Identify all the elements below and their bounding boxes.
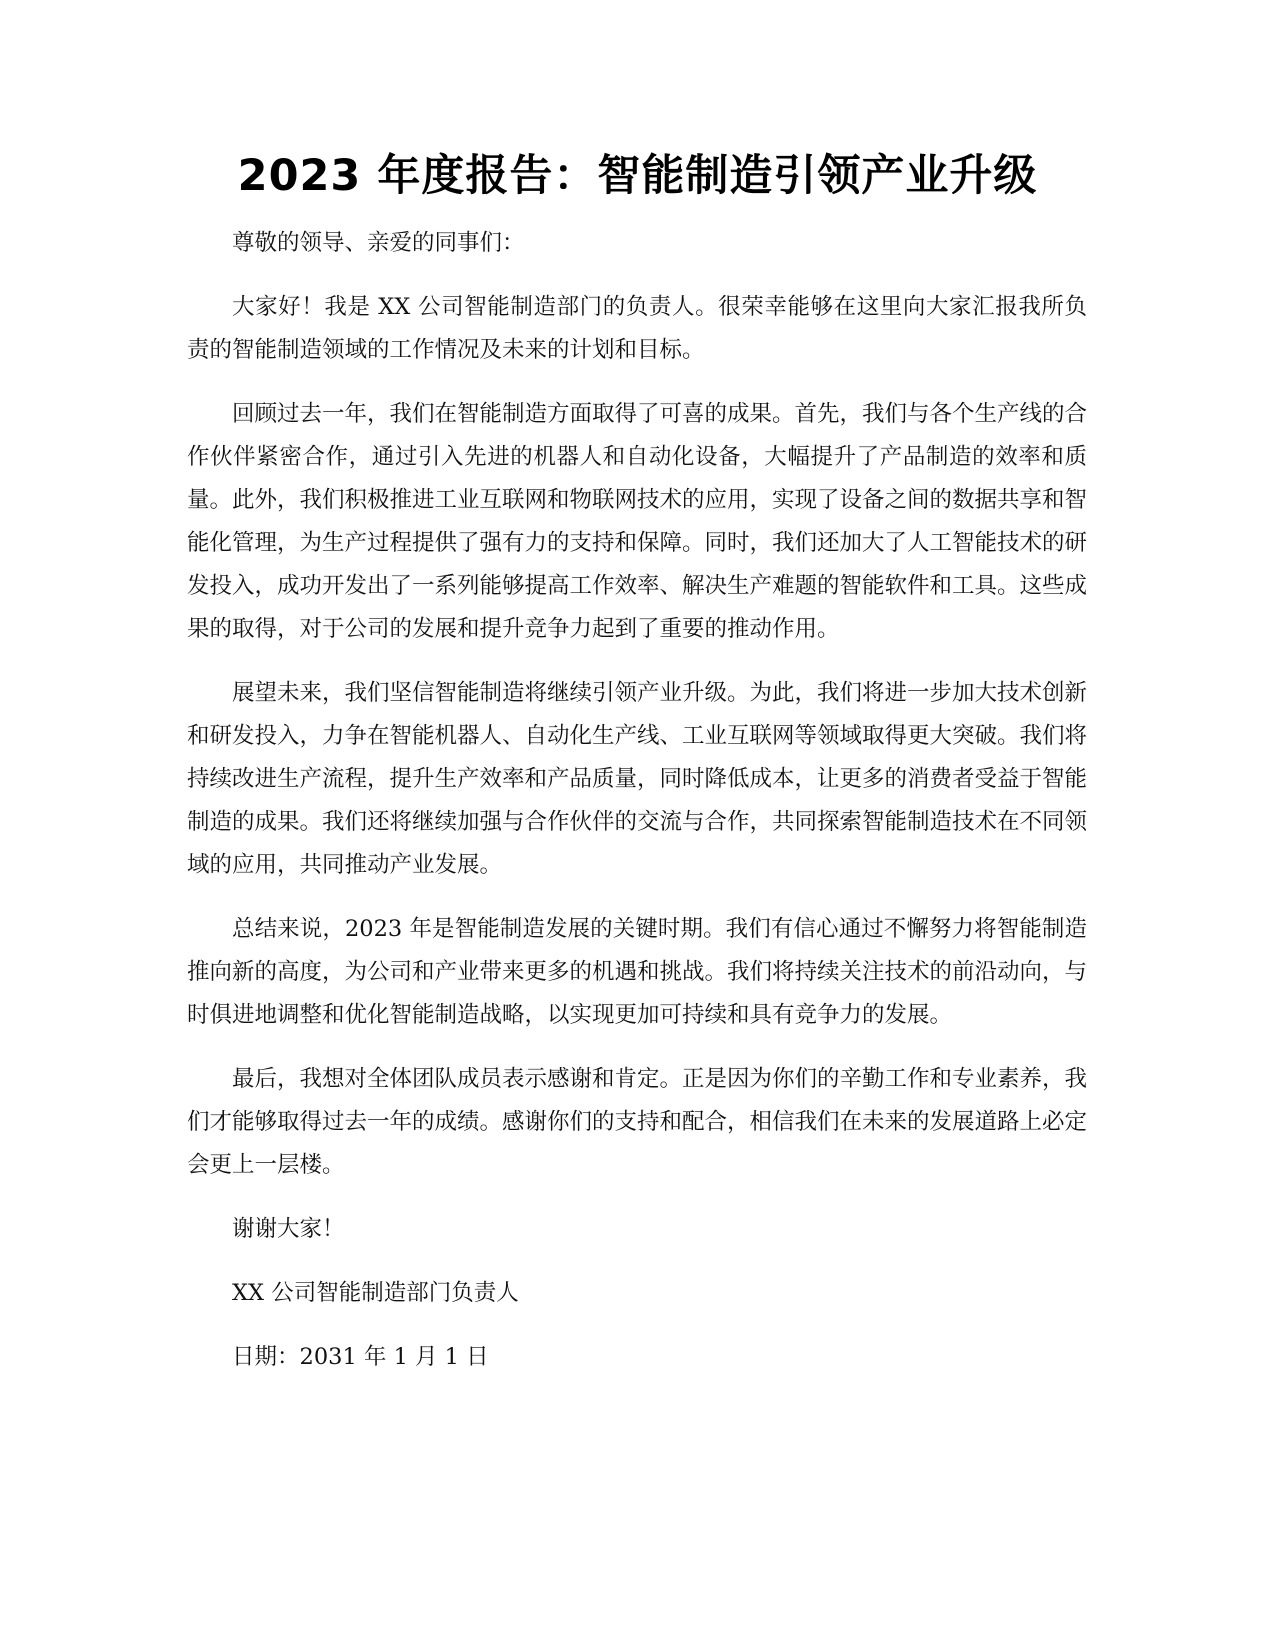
date-line: 日期：2031 年 1 月 1 日 (232, 1344, 489, 1370)
paragraph-summary: 总结来说，2023 年是智能制造发展的关键时期。我们有信心通过不懈努力将智能制造推向新的高度，为公司和产业带来更多的机遇和挑战。我们将持续关注技术的前沿动向，与时俱进地调整和优化智能制造战略，以实现更加可持续和具有竞争力的发展。 (187, 916, 1088, 1028)
page-title: 2023 年度报告：智能制造引领产业升级 (237, 151, 1038, 201)
closing: 谢谢大家！ (232, 1216, 345, 1242)
paragraph-outlook: 展望未来，我们坚信智能制造将继续引领产业升级。为此，我们将进一步加大技术创新和研发投入，力争在智能机器人、自动化生产线、工业互联网等领域取得更大突破。我们将持续改进生产流程，提升生产效率和产品质量，同时降低成本，让更多的消费者受益于智能制造的成果。我们还将继续加强与合作伙伴的交流与合作，共同探索智能制造技术在不同领域的应用，共同推动产业发展。 (187, 680, 1088, 878)
paragraph-thanks: 最后，我想对全体团队成员表示感谢和肯定。正是因为你们的辛勤工作和专业素养，我们才能够取得过去一年的成绩。感谢你们的支持和配合，相信我们在未来的发展道路上必定会更上一层楼。 (187, 1066, 1088, 1178)
salutation: 尊敬的领导、亲爱的同事们： (232, 230, 525, 256)
paragraph-review: 回顾过去一年，我们在智能制造方面取得了可喜的成果。首先，我们与各个生产线的合作伙伴紧密合作，通过引入先进的机器人和自动化设备，大幅提升了产品制造的效率和质量。此外，我们积极推进工业互联网和物联网技术的应用，实现了设备之间的数据共享和智能化管理，为生产过程提供了强有力的支持和保障。同时，我们还加大了人工智能技术的研发投入，成功开发出了一系列能够提高工作效率、解决生产难题的智能软件和工具。这些成果的取得，对于公司的发展和提升竞争力起到了重要的推动作用。 (187, 401, 1088, 642)
paragraph-intro: 大家好！我是 XX 公司智能制造部门的负责人。很荣幸能够在这里向大家汇报我所负责的智能制造领域的工作情况及未来的计划和目标。 (187, 294, 1087, 363)
signature: XX 公司智能制造部门负责人 (232, 1280, 519, 1306)
document-body (187, 222, 1087, 1400)
